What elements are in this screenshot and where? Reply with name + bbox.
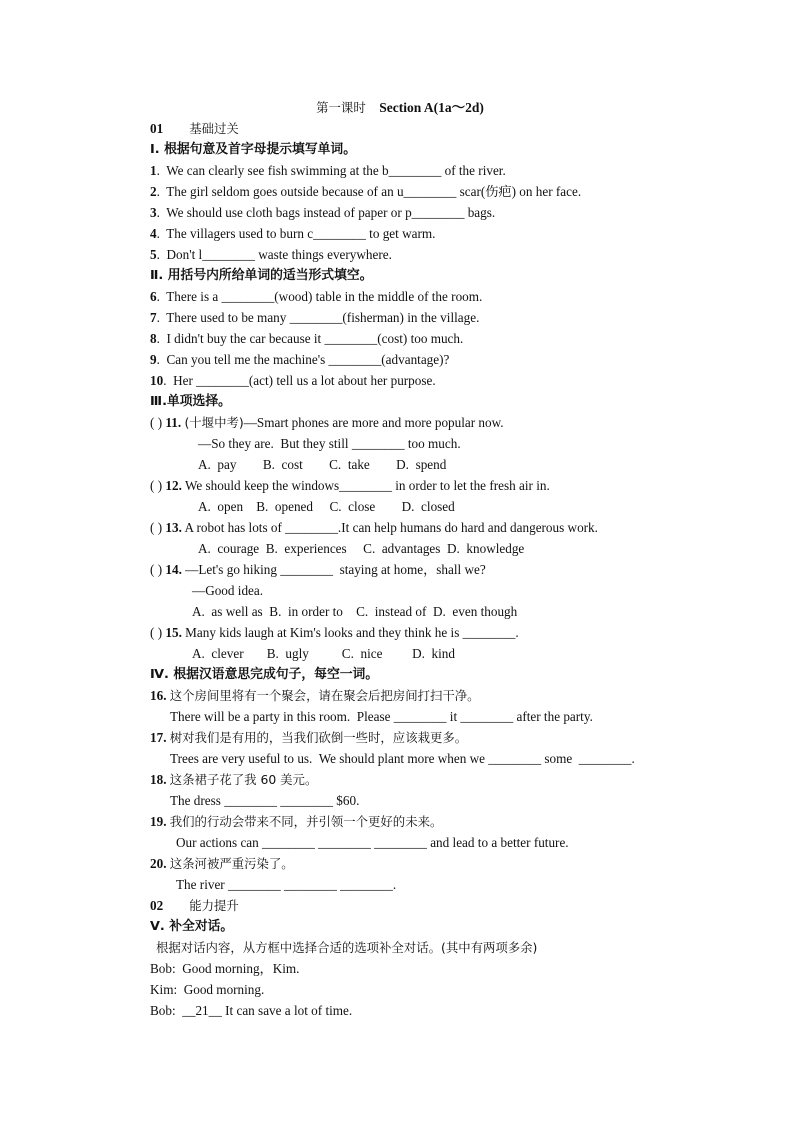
question-10: 10. Her ________(act) tell us a lot about her purpose. bbox=[150, 373, 436, 388]
question-5: 5. Don't l________ waste things everywhere. bbox=[150, 247, 392, 262]
question-19-en: Our actions can ________ ________ ________ and lead to a better future. bbox=[176, 835, 569, 850]
section-5-instruction: 根据对话内容，从方框中选择合适的选项补全对话。(其中有两项多余) bbox=[156, 940, 538, 955]
question-15: ( ) 15. Many kids laugh at Kim's looks and they think he is ________. bbox=[150, 625, 519, 640]
question-4: 4. The villagers used to burn c________ to get warm. bbox=[150, 226, 436, 241]
part-heading-basic: 01 基础过关 bbox=[150, 121, 239, 136]
question-7: 7. There used to be many ________(fisherman) in the village. bbox=[150, 310, 480, 325]
question-9: 9. Can you tell me the machine's ________(advantage)? bbox=[150, 352, 450, 367]
question-13-options: A. courage B. experiences C. advantages D. knowledge bbox=[198, 541, 525, 556]
question-18-cn: 18. 这条裙子花了我 60 美元。 bbox=[150, 772, 318, 787]
question-11-line-2: —So they are. But they still ________ too much. bbox=[198, 436, 461, 451]
question-15-options: A. clever B. ugly C. nice D. kind bbox=[192, 646, 455, 661]
question-16-cn: 16. 这个房间里将有一个聚会，请在聚会后把房间打扫干净。 bbox=[150, 688, 480, 703]
dialogue-line-3: Bob: __21__ It can save a lot of time. bbox=[150, 1003, 353, 1018]
dialogue-line-2: Kim: Good morning. bbox=[150, 982, 265, 997]
question-13: ( ) 13. A robot has lots of ________.It can help humans do hard and dangerous work. bbox=[150, 520, 598, 535]
question-16-en: There will be a party in this room. Please ________ it ________ after the party. bbox=[170, 709, 593, 724]
section-3-heading: Ⅲ.单项选择。 bbox=[150, 394, 231, 409]
question-11-options: A. pay B. cost C. take D. spend bbox=[198, 457, 447, 472]
question-12-options: A. open B. opened C. close D. closed bbox=[198, 499, 455, 514]
question-20-cn: 20. 这条河被严重污染了。 bbox=[150, 856, 294, 871]
answer-blank-21: __21__ bbox=[182, 1003, 222, 1018]
dialogue-line-1: Bob: Good morning，Kim. bbox=[150, 961, 300, 976]
question-14-line-2: —Good idea. bbox=[192, 583, 264, 598]
part-heading-advanced: 02 能力提升 bbox=[150, 898, 239, 913]
question-19-cn: 19. 我们的行动会带来不同，并引领一个更好的未来。 bbox=[150, 814, 443, 829]
section-2-heading: Ⅱ. 用括号内所给单词的适当形式填空。 bbox=[150, 268, 373, 283]
question-3: 3. We should use cloth bags instead of paper or p________ bags. bbox=[150, 205, 496, 220]
section-1-heading: Ⅰ. 根据句意及首字母提示填写单词。 bbox=[150, 142, 357, 157]
question-17-cn: 17. 树对我们是有用的，当我们砍倒一些时，应该栽更多。 bbox=[150, 730, 468, 745]
question-1: 1. We can clearly see fish swimming at the b________ of the river. bbox=[150, 163, 506, 178]
question-17-en: Trees are very useful to us. We should plant more when we ________ some ________. bbox=[170, 751, 635, 766]
question-6: 6. There is a ________(wood) table in the middle of the room. bbox=[150, 289, 483, 304]
question-2: 2. The girl seldom goes outside because of an u________ scar(伤疤) on her face. bbox=[150, 184, 582, 199]
page-title: 第一课时 Section A(1a～2d) bbox=[316, 100, 484, 115]
section-5-heading: Ⅴ. 补全对话。 bbox=[150, 919, 234, 934]
question-12: ( ) 12. We should keep the windows________ in order to let the fresh air in. bbox=[150, 478, 550, 493]
section-4-heading: Ⅳ. 根据汉语意思完成句子，每空一词。 bbox=[150, 667, 379, 682]
question-14: ( ) 14. —Let's go hiking ________ staying at home，shall we? bbox=[150, 562, 486, 577]
question-14-options: A. as well as B. in order to C. instead of D. even though bbox=[192, 604, 518, 619]
question-18-en: The dress ________ ________ $60. bbox=[170, 793, 360, 808]
question-11: ( ) 11. (十堰中考)—Smart phones are more and more popular now. bbox=[150, 415, 504, 430]
question-20-en: The river ________ ________ ________. bbox=[176, 877, 397, 892]
question-8: 8. I didn't buy the car because it ________(cost) too much. bbox=[150, 331, 464, 346]
